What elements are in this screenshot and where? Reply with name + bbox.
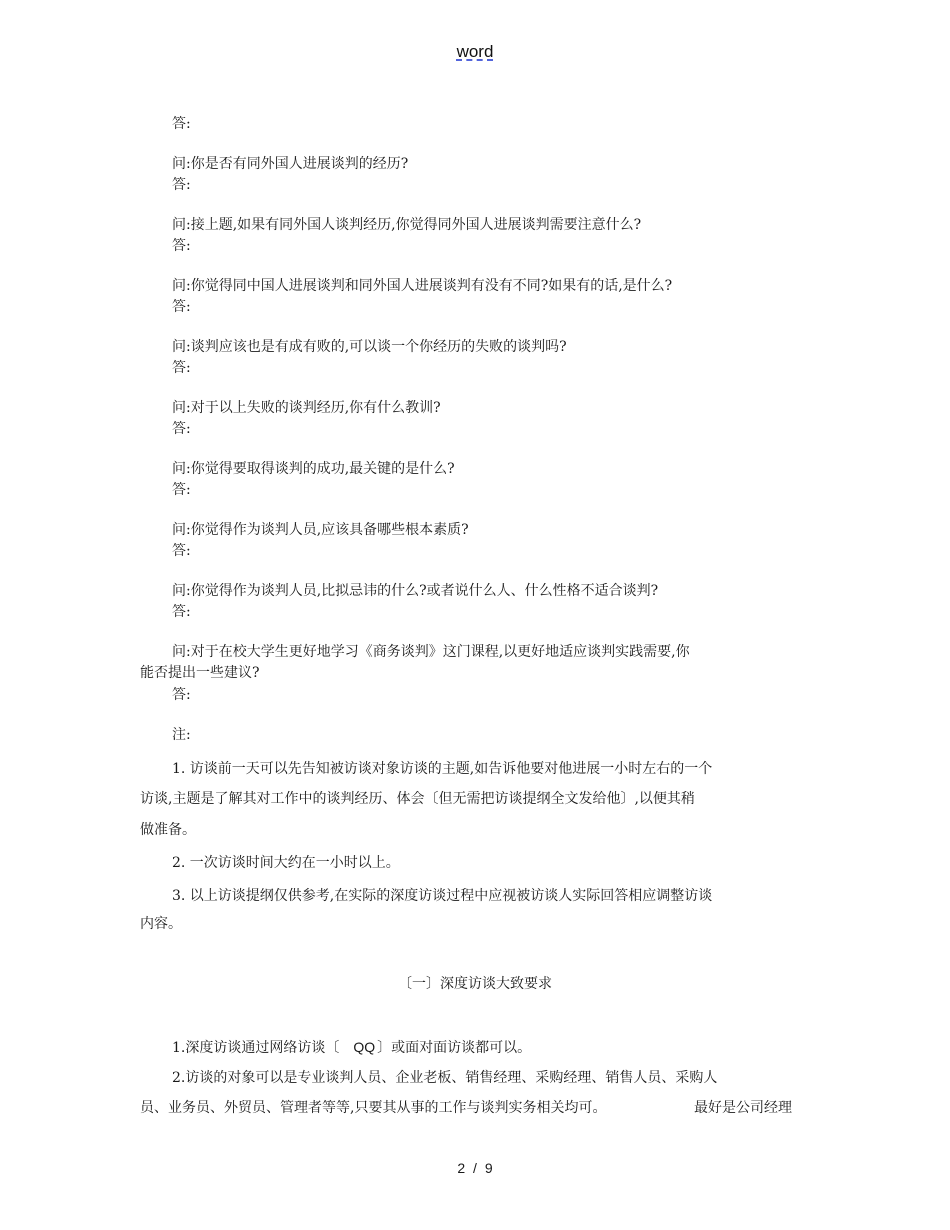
requirement-1-qq: QQ [353,1039,376,1055]
note-item-3: 3. 以上访谈提纲仅供参考,在实际的深度访谈过程中应视被访谈人实际回答相应调整访谈 [172,888,713,904]
requirement-1-suffix: 〕或面对面访谈都可以。 [377,1040,532,1056]
note-item-1-continued: 做准备。 [140,822,196,838]
answer-label: 答: [172,177,191,193]
requirement-2-tail: 最好是公司经理 [694,1100,792,1116]
question-line-continued: 能否提出一些建议? [140,665,260,681]
requirement-2: 2.访谈的对象可以是专业谈判人员、企业老板、销售经理、采购经理、销售人员、采购人 [172,1070,718,1086]
header-title: word [456,42,494,61]
answer-label: 答: [172,238,191,254]
question-line: 问:你是否有同外国人进展谈判的经历? [172,156,409,172]
question-line: 问:你觉得作为谈判人员,应该具备哪些根本素质? [172,522,469,538]
answer-label: 答: [172,604,191,620]
answer-label: 答: [172,482,191,498]
question-line: 问:对于以上失败的谈判经历,你有什么教训? [172,400,441,416]
notes-label: 注: [172,727,191,743]
question-line: 问:你觉得要取得谈判的成功,最关键的是什么? [172,461,455,477]
note-item-3-continued: 内容。 [140,916,182,932]
answer-label: 答: [172,360,191,376]
question-line: 问:接上题,如果有同外国人谈判经历,你觉得同外国人进展谈判需要注意什么? [172,217,642,233]
answer-label: 答: [172,543,191,559]
requirement-1 [172,1037,531,1058]
question-line: 问:谈判应该也是有成有败的,可以谈一个你经历的失败的谈判吗? [172,339,567,355]
page-header [0,42,950,62]
note-item-2: 2. 一次访谈时间大约在一小时以上。 [172,855,400,871]
answer-label: 答: [172,421,191,437]
question-line: 问:你觉得同中国人进展谈判和同外国人进展谈判有没有不同?如果有的话,是什么? [172,278,673,294]
answer-label: 答: [172,299,191,315]
section-title: 〔一〕深度访谈大致要求 [398,976,552,992]
question-line: 问:对于在校大学生更好地学习《商务谈判》这门课程,以更好地适应谈判实践需要,你 [172,644,690,660]
note-item-1: 1. 访谈前一天可以先告知被访谈对象访谈的主题,如告诉他要对他进展一小时左右的一个 [172,761,713,777]
question-line: 问:你觉得作为谈判人员,比拟忌讳的什么?或者说什么人、什么性格不适合谈判? [172,583,659,599]
page-number: 2 / 9 [457,1160,493,1176]
note-item-1-continued: 访谈,主题是了解其对工作中的谈判经历、体会〔但无需把访谈提纲全文发给他〕,以便其稍 [140,791,695,807]
requirement-2-continued: 员、业务员、外贸员、管理者等等,只要其从事的工作与谈判实务相关均可。 [140,1100,607,1116]
requirement-1-prefix: 1.深度访谈通过网络访谈〔 [172,1040,340,1056]
answer-label: 答: [172,687,191,703]
answer-label: 答: [172,116,191,132]
